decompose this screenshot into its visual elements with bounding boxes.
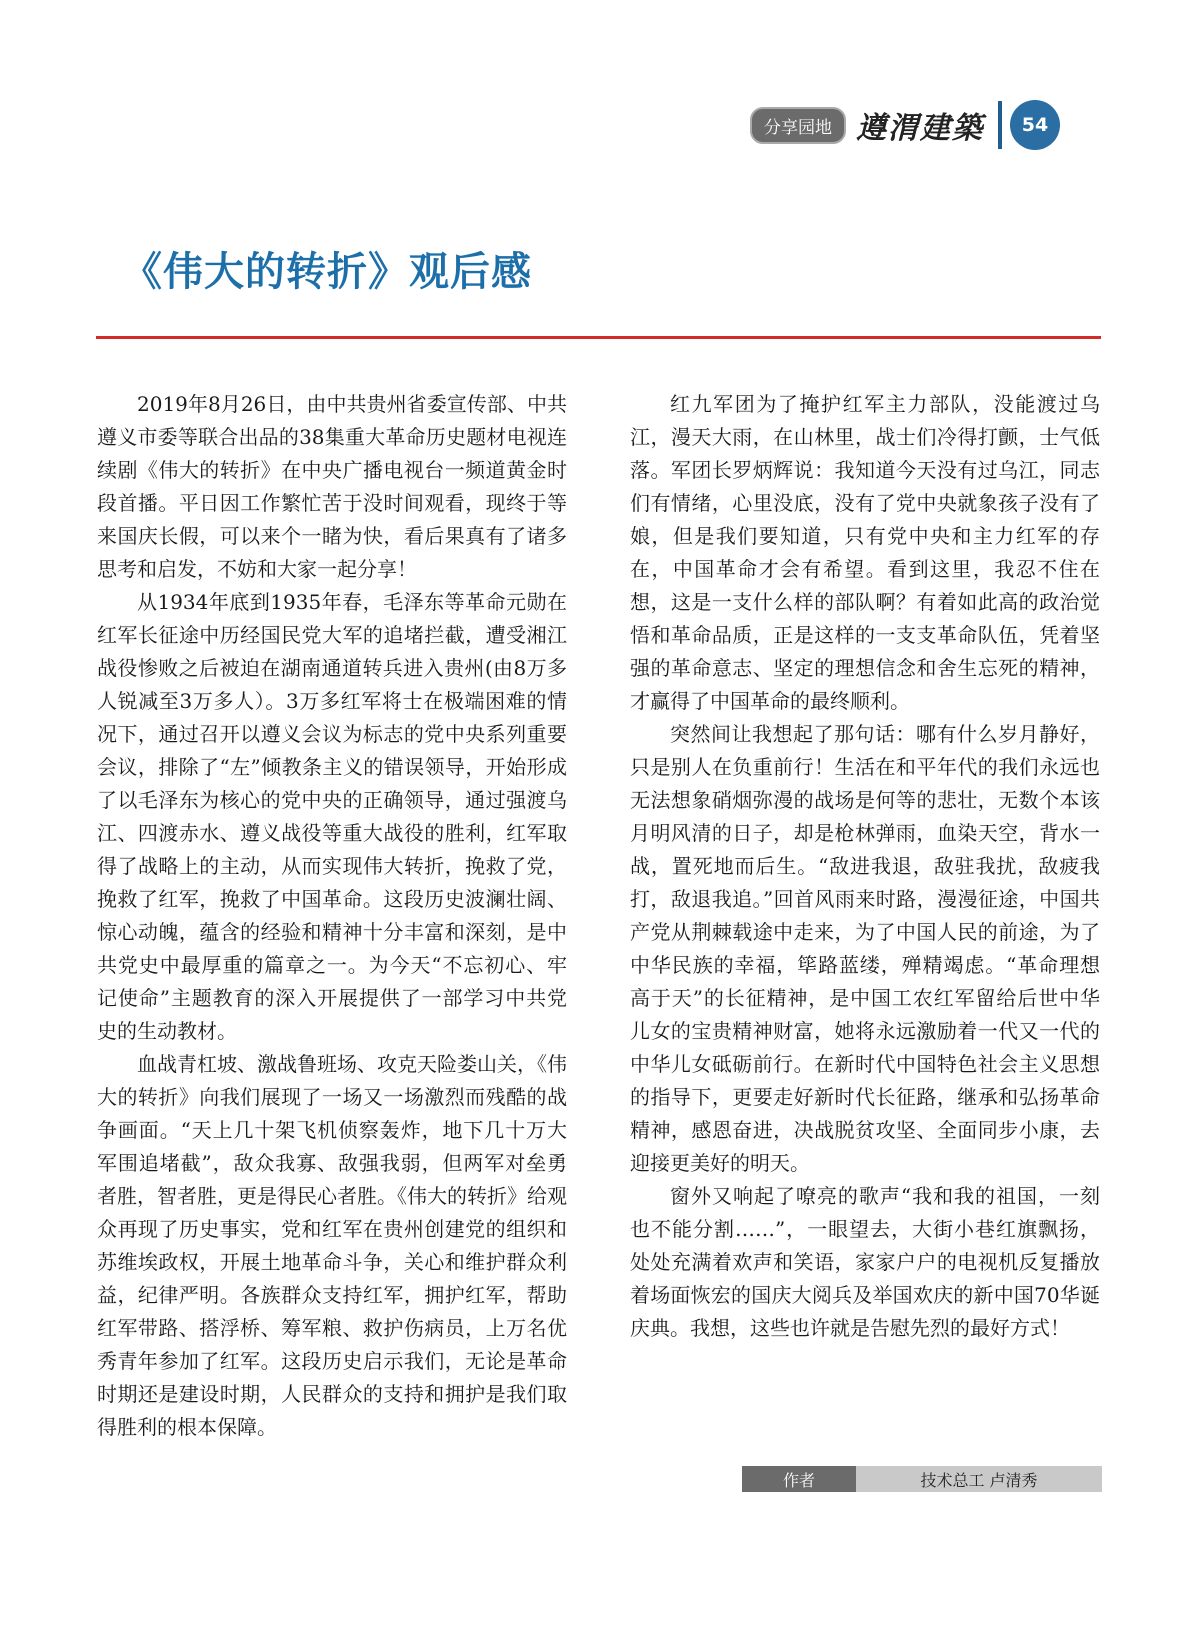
left-column — [97, 388, 567, 1444]
title-rule — [96, 336, 1101, 339]
right-column — [630, 388, 1100, 1345]
page-header — [750, 100, 1060, 150]
magazine-logo: 遵渭建築 — [856, 111, 984, 146]
section-tag: 分享园地 — [750, 107, 846, 144]
paragraph: 红九军团为了掩护红军主力部队，没能渡过乌江，漫天大雨，在山林里，战士们冷得打颤，士气低落。军团长罗炳辉说：我知道今天没有过乌江，同志们有情绪，心里没底，没有了党中央就象孩子没有了娘，但是我们要知道，只有党中央和主力红军的存在，中国革命才会有希望。看到这里，我忍不住在想，这是一支什么样的部队啊？有着如此高的政治觉悟和革命品质，正是这样的一支支革命队伍，凭着坚强的革命意志、坚定的理想信念和舍生忘死的精神，才赢得了中国革命的最终顺利。 — [630, 392, 1100, 713]
header-divider — [998, 101, 1002, 149]
paragraph: 血战青杠坡、激战鲁班场、攻克天险娄山关，《伟大的转折》向我们展现了一场又一场激烈而残酷的战争画面。“天上几十架飞机侦察轰炸，地下几十万大军围追堵截”，敌众我寡、敌强我弱，但两军对垒勇者胜，智者胜，更是得民心者胜。《伟大的转折》给观众再现了历史事实，党和红军在贵州创建党的组织和苏维埃政权，开展土地革命斗争，关心和维护群众利益，纪律严明。各族群众支持红军，拥护红军，帮助红军带路、搭浮桥、筹军粮、救护伤病员，上万名优秀青年参加了红军。这段历史启示我们，无论是革命时期还是建设时期，人民群众的支持和拥护是我们取得胜利的根本保障。 — [97, 1052, 567, 1439]
author-name: 技术总工 卢清秀 — [856, 1466, 1102, 1492]
page-number: 54 — [1010, 100, 1060, 150]
paragraph: 窗外又响起了嘹亮的歌声“我和我的祖国，一刻也不能分割……”，一眼望去，大街小巷红旗飘扬，处处充满着欢声和笑语，家家户户的电视机反复播放着场面恢宏的国庆大阅兵及举国欢庆的新中国70华诞庆典。我想，这些也许就是告慰先烈的最好方式！ — [630, 1184, 1100, 1340]
article-title: 《伟大的转折》观后感 — [122, 249, 532, 295]
paragraph: 2019年8月26日，由中共贵州省委宣传部、中共遵义市委等联合出品的38集重大革命历史题材电视连续剧《伟大的转折》在中央广播电视台一频道黄金时段首播。平日因工作繁忙苦于没时间观看，现终于等来国庆长假，可以来个一睹为快，看后果真有了诸多思考和启发，不妨和大家一起分享！ — [97, 392, 567, 581]
author-byline — [742, 1466, 1102, 1492]
author-label: 作者 — [742, 1466, 856, 1492]
paragraph: 突然间让我想起了那句话：哪有什么岁月静好，只是别人在负重前行！生活在和平年代的我们永远也无法想象硝烟弥漫的战场是何等的悲壮，无数个本该月明风清的日子，却是枪林弹雨，血染天空，背水一战，置死地而后生。“敌进我退，敌驻我扰，敌疲我打，敌退我追。”回首风雨来时路，漫漫征途，中国共产党从荆棘载途中走来，为了中国人民的前途，为了中华民族的幸福，筚路蓝缕，殚精竭虑。“革命理想高于天”的长征精神，是中国工农红军留给后世中华儿女的宝贵精神财富，她将永远激励着一代又一代的中华儿女砥砺前行。在新时代中国特色社会主义思想的指导下，更要走好新时代长征路，继承和弘扬革命精神，感恩奋进，决战脱贫攻坚、全面同步小康，去迎接更美好的明天。 — [630, 722, 1100, 1175]
paragraph: 从1934年底到1935年春，毛泽东等革命元勋在红军长征途中历经国民党大军的追堵拦截，遭受湘江战役惨败之后被迫在湖南通道转兵进入贵州(由8万多人锐减至3万多人）。3万多红军将士在极端困难的情况下，通过召开以遵义会议为标志的党中央系列重要会议，排除了“左”倾教条主义的错误领导，开始形成了以毛泽东为核心的党中央的正确领导，通过强渡乌江、四渡赤水、遵义战役等重大战役的胜利，红军取得了战略上的主动，从而实现伟大转折，挽救了党，挽救了红军，挽救了中国革命。这段历史波澜壮阔、惊心动魄，蕴含的经验和精神十分丰富和深刻，是中共党史中最厚重的篇章之一。为今天“不忘初心、牢记使命”主题教育的深入开展提供了一部学习中共党史的生动教材。 — [97, 590, 567, 1043]
